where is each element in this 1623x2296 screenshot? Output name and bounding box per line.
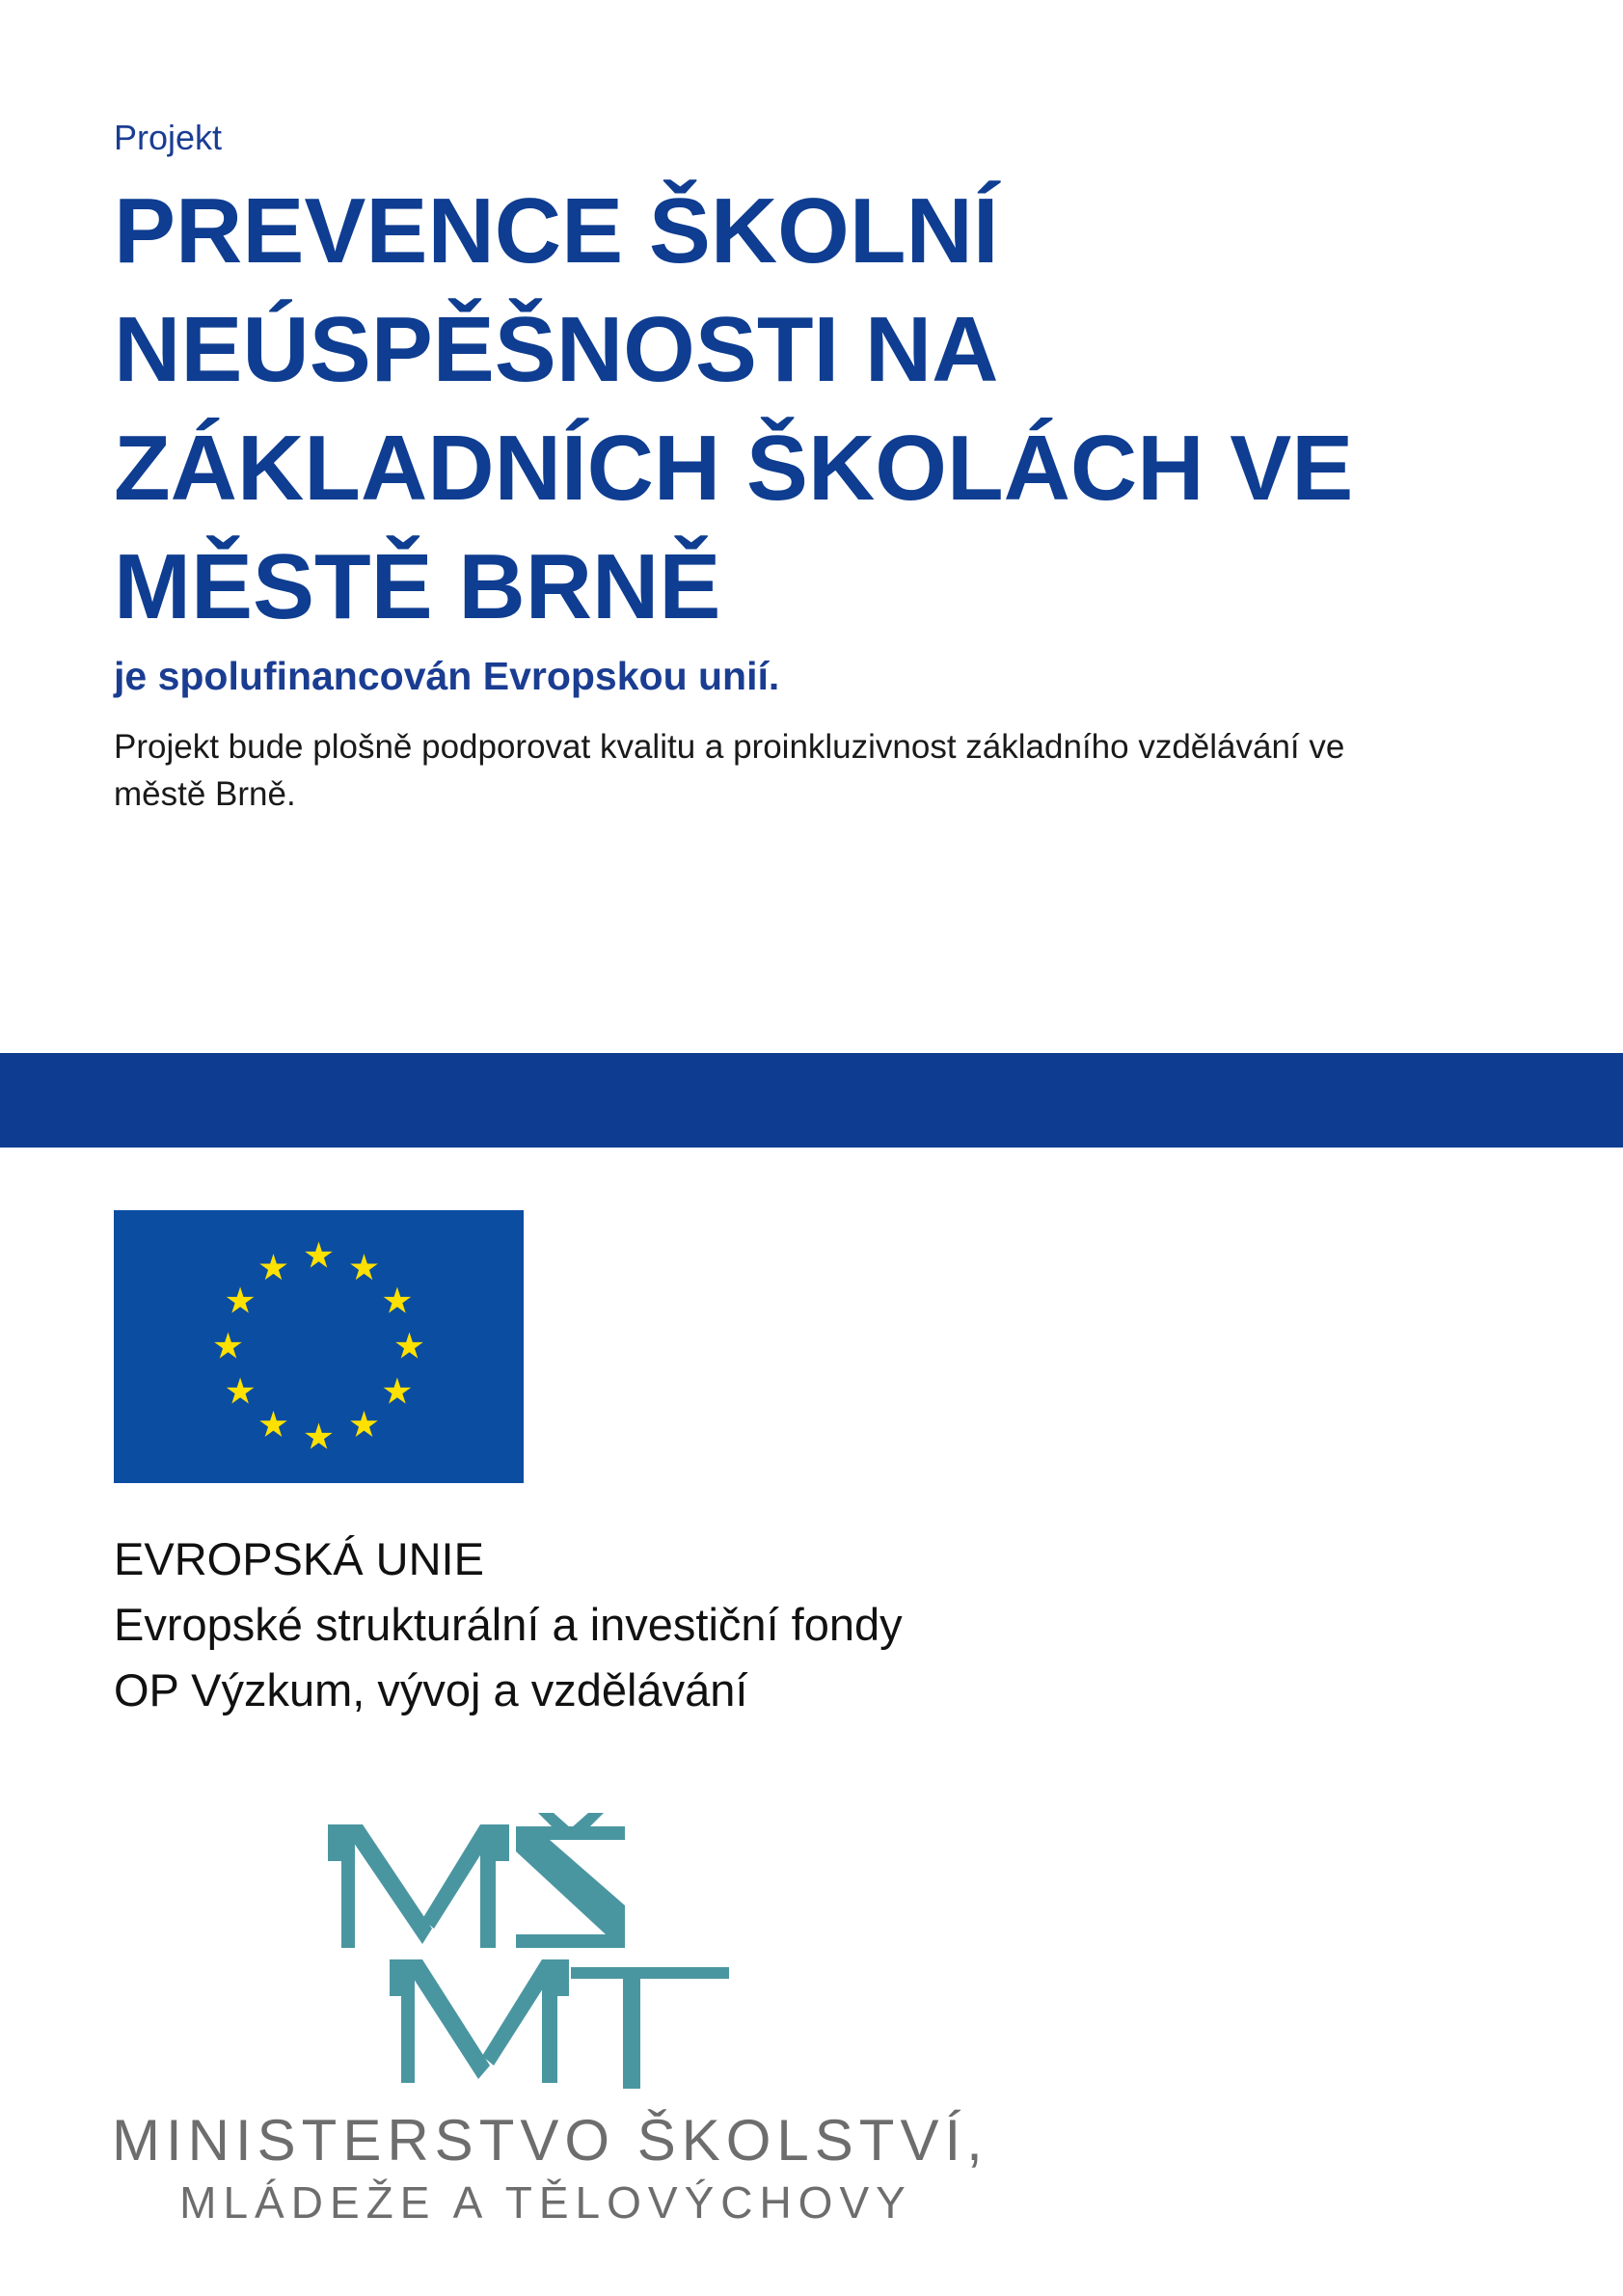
description-line-2: městě Brně. bbox=[114, 775, 296, 813]
msmt-logo-icon bbox=[318, 1813, 743, 2102]
msmt-logo-shapes bbox=[328, 1813, 729, 2089]
project-description bbox=[114, 723, 1522, 818]
title-line-2: NEÚSPĚŠNOSTI NA bbox=[114, 298, 999, 401]
title-line-3: ZÁKLADNÍCH ŠKOLÁCH VE bbox=[114, 417, 1354, 520]
eu-line-union: EVROPSKÁ UNIE bbox=[114, 1533, 484, 1584]
title-line-4: MĚSTĚ BRNĚ bbox=[114, 535, 721, 638]
blue-band bbox=[0, 1053, 1623, 1148]
eu-line-programme: OP Výzkum, vývoj a vzdělávání bbox=[114, 1664, 748, 1715]
eu-flag-icon bbox=[114, 1210, 524, 1483]
project-label: Projekt bbox=[114, 118, 223, 157]
ministry-name bbox=[112, 2107, 988, 2230]
eu-line-funds: Evropské strukturální a investiční fondy bbox=[114, 1599, 903, 1650]
ministry-line-1: MINISTERSTVO ŠKOLSTVÍ, bbox=[112, 2108, 988, 2173]
eu-funding-text bbox=[114, 1526, 903, 1723]
project-title bbox=[114, 172, 1560, 646]
cofinanced-text: je spolufinancován Evropskou unií. bbox=[114, 654, 780, 698]
title-line-1: PREVENCE ŠKOLNÍ bbox=[114, 179, 999, 283]
ministry-line-2: MLÁDEŽE A TĚLOVÝCHOVY bbox=[179, 2177, 912, 2228]
description-line-1: Projekt bude plošně podporovat kvalitu a proinkluzivnost základního vzdělávání ve bbox=[114, 728, 1345, 766]
